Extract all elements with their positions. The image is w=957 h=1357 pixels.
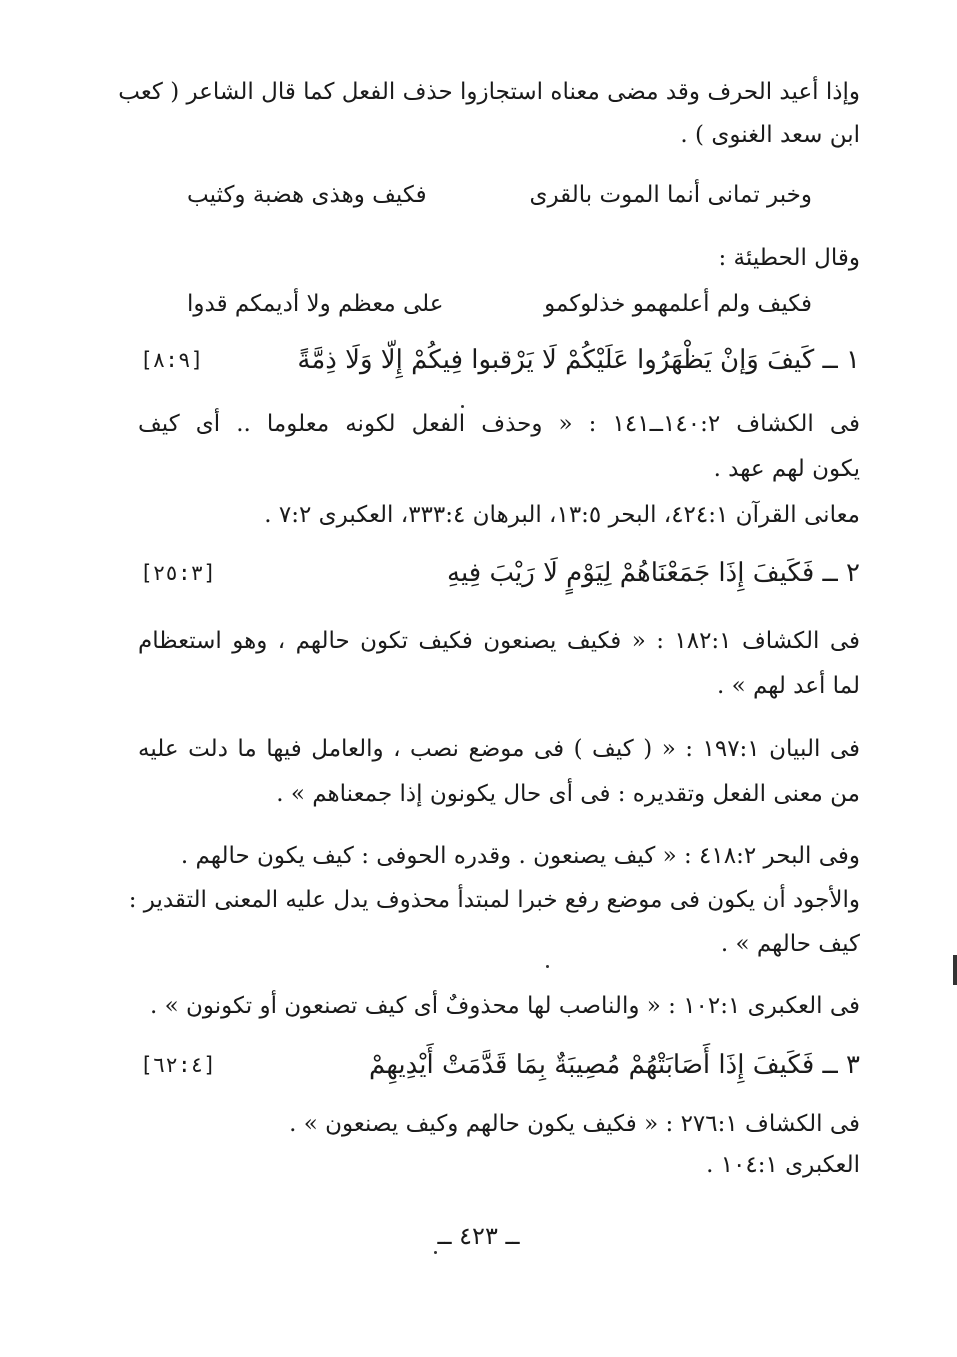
commentary-line: من معنى الفعل وتقديره : فى أى حال يكونون إذا جمعناهم » . (276, 781, 860, 807)
poem-hemistich-right: فكيف ولم أعلمهمو خذلوكمو (544, 291, 812, 317)
commentary-line: لما أعد لهم » . (716, 673, 860, 699)
poem-hemistich-left: فكيف وهذى هضبة وكثيب (187, 182, 427, 208)
sources-line: العكبرى ١٠٤:١ . (706, 1152, 860, 1178)
paragraph-line: ابن سعد الغنوى ) . (680, 122, 860, 148)
verse-line: ١ ــ كَيفَ وَإنْ يَظْهَرُوا عَلَيْكُمْ لَا يَرْقبوا فِيكُمْ إِلّا وَلَا ذِمَّةً (297, 345, 860, 375)
commentary-line: فى الكشاف ٢٧٦:١ : « فكيف يكون حالهم وكيف يصنعون » . (289, 1111, 860, 1137)
scan-speck (546, 965, 549, 968)
verse-reference: [٢٥:٣] (140, 561, 216, 585)
scan-speck (461, 405, 464, 408)
verse-line: ٣ ــ فَكَيفَ إِذَا أَصَابَتْهُمْ مُصِيبَةٌ بِمَا قَدَّمَتْ أَيْدِيهِمْ (369, 1050, 860, 1080)
commentary-line: فى الكشاف ١٤٠:٢ــ١٤١ : « وحذف الفعل لكونه معلوما .. أى كيف (138, 411, 860, 437)
paragraph-line: وإذا أعيد الحرف وقد مضى معناه استجازوا حذف الفعل كما قال الشاعر ( كعب (118, 79, 860, 105)
scan-speck (434, 1251, 437, 1254)
commentary-line: والأجود أن يكون فى موضع رفع خبرا لمبتدأ محذوف يدل عليه المعنى التقدير : (128, 887, 860, 913)
poem-hemistich-right: وخبر تمانى أنما الموت بالقرى (529, 182, 812, 208)
page-number: ــ ٤٢٣ ــ (437, 1222, 520, 1250)
poet-intro: وقال الحطيئة : (718, 245, 860, 271)
sources-line: معانى القرآن ٤٢٤:١، البحر ١٣:٥، البرهان ٣٣٣:٤، العكبرى ٧:٢ . (264, 502, 860, 528)
verse-reference: [٦٢:٤] (140, 1053, 216, 1077)
scan-edge-mark (953, 955, 957, 985)
commentary-line: فى الكشاف ١٨٢:١ : « فكيف يصنعون فكيف تكون حالهم ، وهو استعظام (138, 628, 860, 654)
commentary-line: يكون لهم عهد . (713, 456, 860, 482)
commentary-line: وفى البحر ٤١٨:٢ : « كيف يصنعون . وقدره الحوفى : كيف يكون حالهم . (180, 843, 860, 869)
verse-reference: [٨:٩] (140, 348, 204, 372)
commentary-line: فى البيان ١٩٧:١ : « ( كيف ) فى موضع نصب ، والعامل فيها ما دلت عليه (138, 736, 860, 762)
commentary-line: كيف حالهم » . (720, 931, 860, 957)
poem-hemistich-left: على معظم ولا أديمكم قدوا (187, 291, 444, 317)
verse-line: ٢ ــ فَكَيفَ إِذَا جَمَعْنَاهُمْ لِيَوْمٍ لَا رَيْبَ فِيهِ (447, 558, 860, 588)
commentary-line: فى العكبرى ١٠٢:١ : « والناصب لها محذوفٌ أى كيف تصنعون أو تكونون » . (149, 993, 860, 1019)
